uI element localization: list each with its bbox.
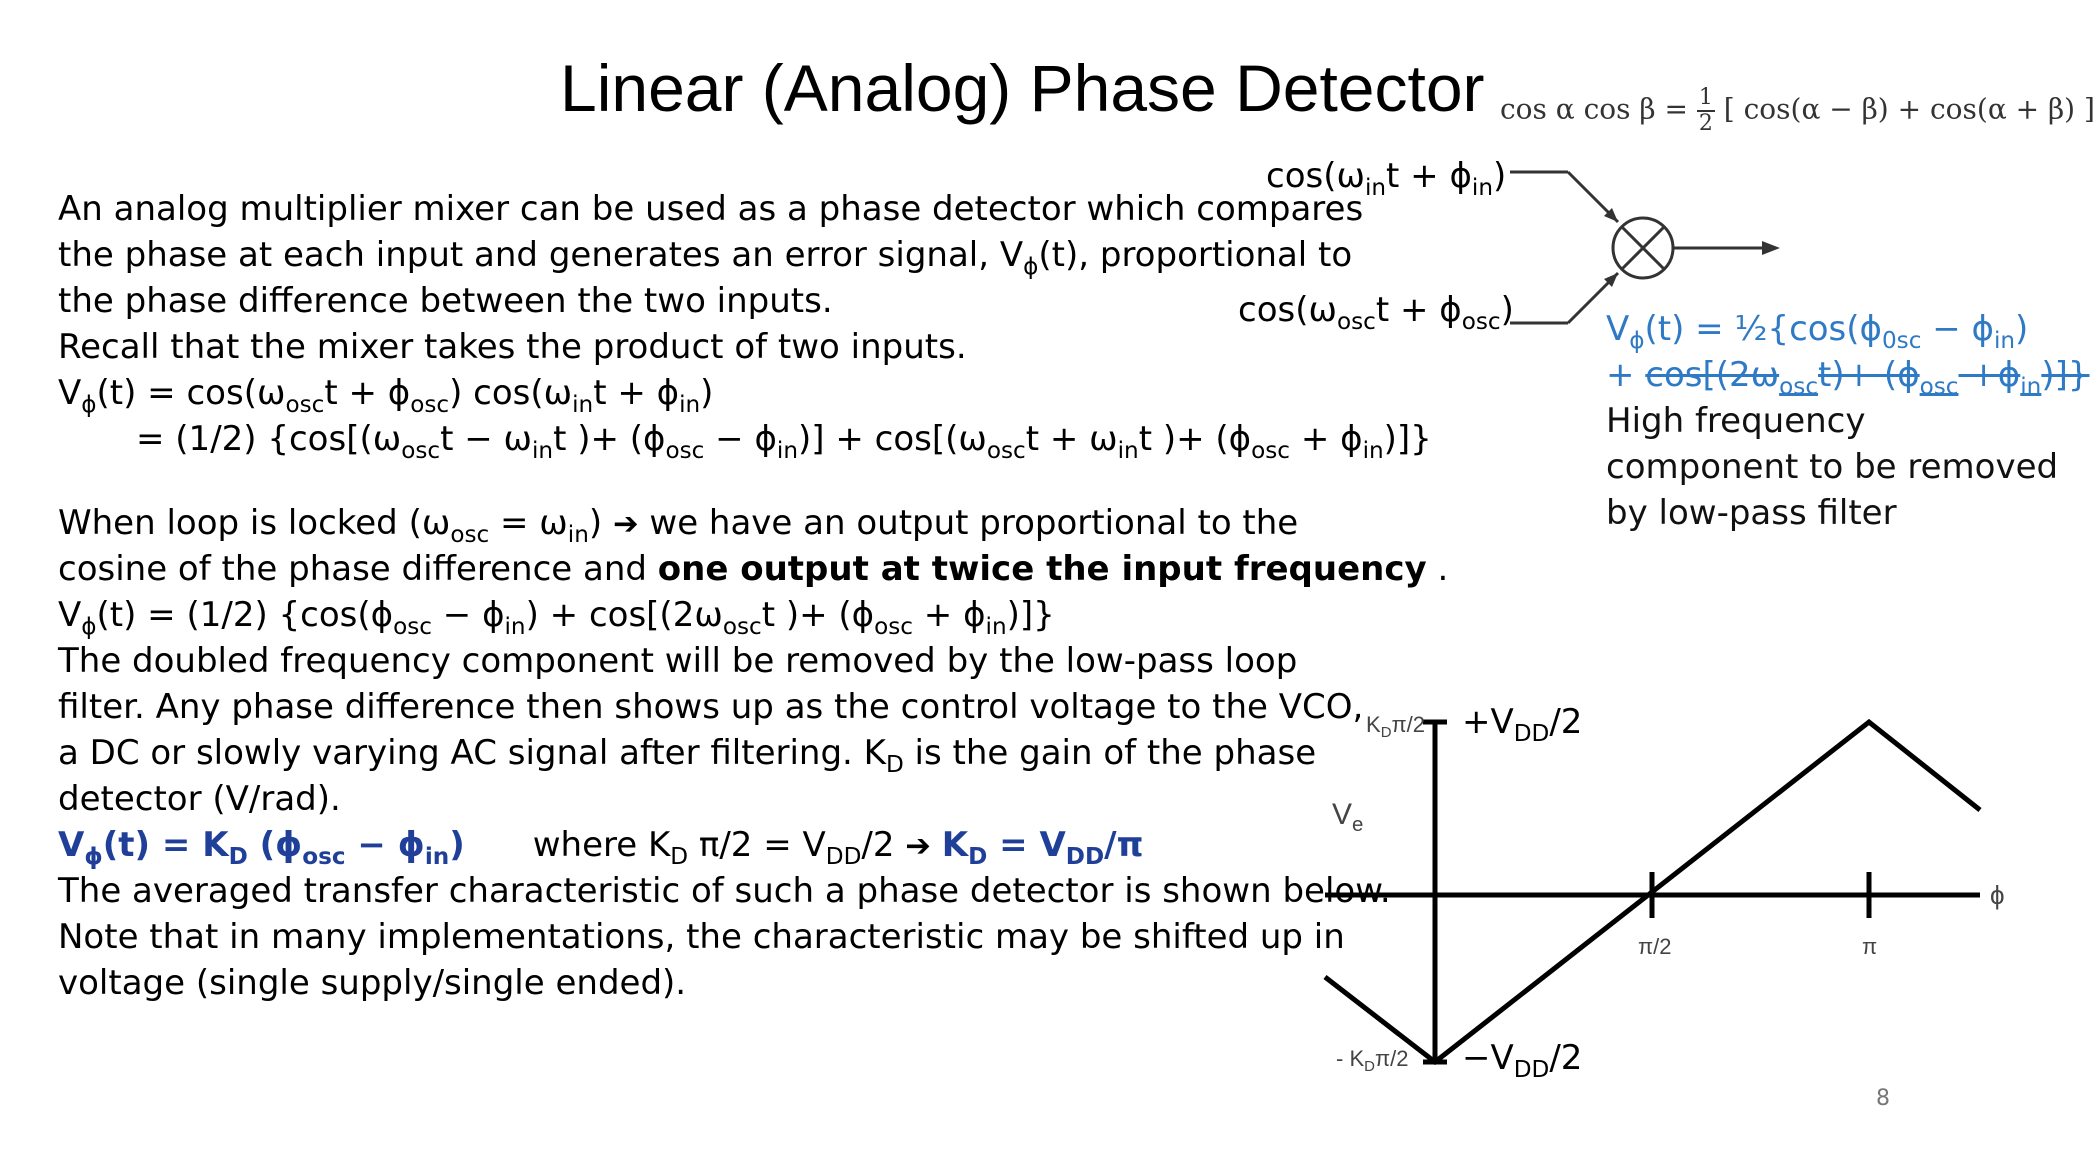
y-bottom-label: - $K_D\pi/2$ xyxy=(1336,1046,1409,1076)
note-equation-line-1: $V_\phi(t)$ = $\frac{1}{2}\{\cos(\phi_{0sc} - \phi_{in})$ xyxy=(1606,309,2029,355)
body-line: The averaged transfer characteristic of such a phase detector is shown below. xyxy=(58,871,1391,911)
output-arrowhead-icon xyxy=(1762,241,1780,255)
body-line: An analog multiplier mixer can be used as a phase detector which compares xyxy=(58,189,1364,229)
right-arrow-icon: ➔ xyxy=(612,507,639,542)
characteristic-curve xyxy=(1325,722,1980,1062)
page-number: 8 xyxy=(1876,1086,1890,1111)
note-text-line-4: component to be removed xyxy=(1606,447,2059,487)
struck-high-frequency-term: $\cos[(2\omega_{osc}t)+ (\phi_{osc} +\phi_{in})]$} xyxy=(1645,355,2090,401)
body-line: the phase difference between the two inputs. xyxy=(58,281,833,321)
body-line: the phase at each input and generates an error signal, $V_\phi(t)$, proportional to xyxy=(58,235,1353,281)
mixer-diagram xyxy=(1510,172,1765,323)
mixer-input-2-label: $\cos(\omega_{osc}t + \phi_{osc})$ xyxy=(1238,290,1514,336)
body-line: detector (V/rad). xyxy=(58,779,341,819)
equation-expanded: = (1/2) {$\cos[(\omega_{osc}t - \omega_{in}t$ )+ $(\phi_{osc} - \phi_{in})] + \cos[(\omega_{osc}t + \omega_{in}t$ )+ $(\phi_{osc} + \phi_{in})$]} xyxy=(136,419,1432,465)
vdd-top-label: $+V_{DD}/2$ xyxy=(1462,702,1583,748)
body-line: When loop is locked $(\omega_{osc} = \omega_{in})$ ➔ we have an output proportional to the xyxy=(58,503,1299,549)
y-axis-label: $V_e$ xyxy=(1332,798,1364,837)
equation-gain: $V_\phi(t) = K_D$ $(\phi_{osc} - \phi_{in})$ where $K_D$ $\pi/2 = V_{DD}/2$ ➔ $K_D = V_{DD}/\pi$ xyxy=(58,825,1144,871)
note-equation-line-2: + $\cos[(2\omega_{osc}t)+ (\phi_{osc} +\phi_{in})]$} xyxy=(1606,355,2090,401)
body-line: a DC or slowly varying AC signal after filtering. $K_D$ is the gain of the phase xyxy=(58,733,1317,779)
body-line: cosine of the phase difference and one output at twice the input frequency . xyxy=(58,549,1449,589)
note-text-line-5: by low-pass filter xyxy=(1606,493,1897,533)
identity-fraction-numerator: 1 xyxy=(1698,85,1713,110)
body-line: filter. Any phase difference then shows up as the control voltage to the VCO, xyxy=(58,687,1364,727)
note-text-line-3: High frequency xyxy=(1606,401,1866,441)
equation-product: $V_\phi(t) = \cos(\omega_{osc}t + \phi_{osc}) \cos(\omega_{in}t + \phi_{in})$ xyxy=(58,373,714,419)
right-arrow-icon: ➔ xyxy=(905,829,931,864)
equation-kd-value: $K_D = V_{DD}/\pi$ xyxy=(941,825,1144,871)
body-line: voltage (single supply/single ended). xyxy=(58,963,687,1003)
identity-rhs: [ cos(α − β) + cos(α + β) ] xyxy=(1723,92,2095,126)
identity-fraction-denominator: 2 xyxy=(1698,111,1713,136)
x-tick-pi-half-label: π/2 xyxy=(1638,934,1672,959)
vdd-bottom-label: $-V_{DD}/2$ xyxy=(1462,1038,1583,1084)
equation-vphi-kd: $V_\phi(t) = K_D$ $(\phi_{osc} - \phi_{in})$ xyxy=(58,825,465,871)
body-line: The doubled frequency component will be removed by the low-pass loop xyxy=(58,641,1298,681)
body-line: Note that in many implementations, the characteristic may be shifted up in xyxy=(58,917,1345,957)
equation-locked: $V_\phi(t) = (1/2) \{\cos(\phi_{osc} - \phi_{in}) + \cos[(2\omega_{osc}t$ )+ $(\phi_{osc} + \phi_{in})$]} xyxy=(58,595,1055,641)
slide-title: Linear (Analog) Phase Detector xyxy=(560,51,1485,125)
body-line: Recall that the mixer takes the product of two inputs. xyxy=(58,327,967,367)
y-top-label: $K_D\pi/2$ xyxy=(1366,712,1426,742)
mixer-input-1-label: $\cos(\omega_{in}t + \phi_{in})$ xyxy=(1266,156,1507,202)
x-axis-label: ϕ xyxy=(1990,880,2005,910)
x-tick-pi-label: π xyxy=(1862,934,1878,959)
identity-lhs: cos α cos β = xyxy=(1500,92,1688,126)
transfer-characteristic-graph xyxy=(1325,722,1980,1062)
